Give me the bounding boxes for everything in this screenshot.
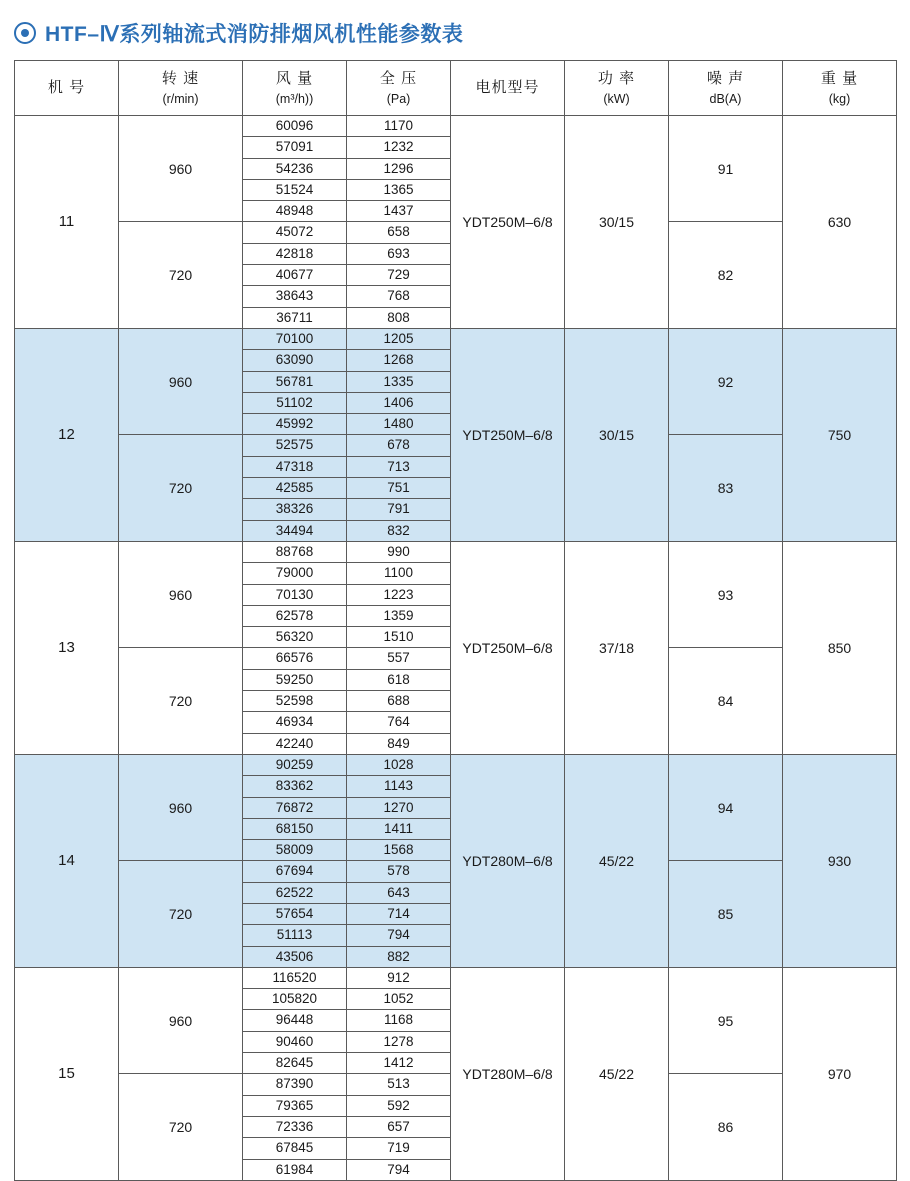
cell-flow: 67694: [243, 861, 347, 882]
cell-flow: 42818: [243, 243, 347, 264]
cell-flow: 68150: [243, 818, 347, 839]
cell-pressure: 1168: [347, 1010, 451, 1031]
cell-rpm: 960: [119, 116, 243, 222]
cell-model-no: 15: [15, 967, 119, 1180]
cell-flow: 34494: [243, 520, 347, 541]
cell-pressure: 592: [347, 1095, 451, 1116]
cell-power: 37/18: [565, 541, 669, 754]
cell-motor-model: YDT280M–6/8: [451, 967, 565, 1180]
cell-pressure: 1296: [347, 158, 451, 179]
cell-rpm: 960: [119, 967, 243, 1073]
cell-flow: 45072: [243, 222, 347, 243]
table-body: [15, 116, 897, 1181]
cell-weight: 750: [783, 328, 897, 541]
cell-flow: 57091: [243, 137, 347, 158]
cell-rpm: 720: [119, 222, 243, 328]
cell-pressure: 1268: [347, 350, 451, 371]
cell-rpm: 720: [119, 435, 243, 541]
cell-pressure: 1406: [347, 392, 451, 413]
cell-weight: 630: [783, 116, 897, 329]
cell-pressure: 618: [347, 669, 451, 690]
col-header-model-no: 机 号: [15, 61, 119, 116]
cell-flow: 79365: [243, 1095, 347, 1116]
cell-pressure: 849: [347, 733, 451, 754]
cell-pressure: 1232: [347, 137, 451, 158]
cell-pressure: 719: [347, 1138, 451, 1159]
cell-pressure: 1411: [347, 818, 451, 839]
cell-weight: 850: [783, 541, 897, 754]
cell-weight: 930: [783, 754, 897, 967]
page-title: [0, 0, 910, 60]
cell-pressure: 557: [347, 648, 451, 669]
cell-flow: 57654: [243, 903, 347, 924]
col-header-weight: 重 量 (kg): [783, 61, 897, 116]
fan-performance-table: [14, 60, 897, 1181]
cell-flow: 62522: [243, 882, 347, 903]
cell-flow: 54236: [243, 158, 347, 179]
cell-flow: 56781: [243, 371, 347, 392]
table-row: [15, 967, 897, 988]
cell-pressure: 768: [347, 286, 451, 307]
cell-pressure: 643: [347, 882, 451, 903]
cell-model-no: 13: [15, 541, 119, 754]
cell-flow: 90460: [243, 1031, 347, 1052]
table-row: [15, 116, 897, 137]
cell-flow: 38326: [243, 499, 347, 520]
cell-pressure: 714: [347, 903, 451, 924]
cell-flow: 62578: [243, 605, 347, 626]
cell-flow: 72336: [243, 1116, 347, 1137]
cell-flow: 90259: [243, 754, 347, 775]
table-row: [15, 541, 897, 562]
cell-flow: 45992: [243, 414, 347, 435]
cell-flow: 38643: [243, 286, 347, 307]
cell-flow: 52575: [243, 435, 347, 456]
cell-noise: 94: [669, 754, 783, 860]
cell-noise: 84: [669, 648, 783, 754]
cell-flow: 70100: [243, 328, 347, 349]
cell-rpm: 720: [119, 1074, 243, 1180]
cell-flow: 76872: [243, 797, 347, 818]
cell-pressure: 578: [347, 861, 451, 882]
cell-rpm: 960: [119, 754, 243, 860]
cell-pressure: 751: [347, 478, 451, 499]
cell-pressure: 1510: [347, 627, 451, 648]
cell-pressure: 794: [347, 925, 451, 946]
cell-pressure: 1170: [347, 116, 451, 137]
cell-flow: 88768: [243, 541, 347, 562]
cell-rpm: 720: [119, 861, 243, 967]
cell-flow: 116520: [243, 967, 347, 988]
cell-pressure: 794: [347, 1159, 451, 1180]
cell-model-no: 14: [15, 754, 119, 967]
cell-pressure: 1223: [347, 584, 451, 605]
cell-flow: 48948: [243, 201, 347, 222]
cell-pressure: 990: [347, 541, 451, 562]
cell-pressure: 729: [347, 265, 451, 286]
cell-flow: 87390: [243, 1074, 347, 1095]
cell-pressure: 513: [347, 1074, 451, 1095]
cell-power: 30/15: [565, 116, 669, 329]
cell-pressure: 791: [347, 499, 451, 520]
cell-power: 45/22: [565, 967, 669, 1180]
cell-pressure: 693: [347, 243, 451, 264]
cell-power: 30/15: [565, 328, 669, 541]
cell-flow: 42240: [243, 733, 347, 754]
cell-flow: 51113: [243, 925, 347, 946]
cell-pressure: 1028: [347, 754, 451, 775]
cell-flow: 96448: [243, 1010, 347, 1031]
cell-flow: 79000: [243, 563, 347, 584]
cell-pressure: 1568: [347, 840, 451, 861]
cell-flow: 58009: [243, 840, 347, 861]
cell-pressure: 1270: [347, 797, 451, 818]
cell-pressure: 1365: [347, 179, 451, 200]
cell-flow: 63090: [243, 350, 347, 371]
cell-weight: 970: [783, 967, 897, 1180]
cell-noise: 95: [669, 967, 783, 1073]
cell-rpm: 960: [119, 541, 243, 647]
table-row: [15, 754, 897, 775]
cell-flow: 40677: [243, 265, 347, 286]
cell-flow: 51102: [243, 392, 347, 413]
cell-pressure: 882: [347, 946, 451, 967]
cell-pressure: 912: [347, 967, 451, 988]
cell-noise: 86: [669, 1074, 783, 1180]
cell-flow: 51524: [243, 179, 347, 200]
cell-model-no: 11: [15, 116, 119, 329]
cell-pressure: 688: [347, 691, 451, 712]
cell-motor-model: YDT250M–6/8: [451, 328, 565, 541]
cell-noise: 93: [669, 541, 783, 647]
cell-pressure: 1100: [347, 563, 451, 584]
cell-pressure: 1335: [347, 371, 451, 392]
cell-noise: 92: [669, 328, 783, 434]
spec-table-container: [0, 60, 910, 1181]
cell-pressure: 713: [347, 456, 451, 477]
col-header-flow: 风 量 (m³/h)): [243, 61, 347, 116]
cell-flow: 43506: [243, 946, 347, 967]
cell-flow: 56320: [243, 627, 347, 648]
cell-pressure: 1052: [347, 989, 451, 1010]
cell-model-no: 12: [15, 328, 119, 541]
cell-flow: 59250: [243, 669, 347, 690]
table-header-row: [15, 61, 897, 116]
cell-noise: 82: [669, 222, 783, 328]
cell-flow: 105820: [243, 989, 347, 1010]
cell-flow: 70130: [243, 584, 347, 605]
cell-pressure: 678: [347, 435, 451, 456]
cell-noise: 91: [669, 116, 783, 222]
cell-pressure: 832: [347, 520, 451, 541]
cell-power: 45/22: [565, 754, 669, 967]
cell-flow: 61984: [243, 1159, 347, 1180]
col-header-motor-model: 电机型号: [451, 61, 565, 116]
cell-flow: 82645: [243, 1053, 347, 1074]
table-header: [15, 61, 897, 116]
target-circle-icon: [14, 22, 36, 44]
cell-flow: 83362: [243, 776, 347, 797]
cell-noise: 83: [669, 435, 783, 541]
cell-pressure: 1359: [347, 605, 451, 626]
cell-flow: 46934: [243, 712, 347, 733]
cell-motor-model: YDT250M–6/8: [451, 116, 565, 329]
cell-rpm: 960: [119, 328, 243, 434]
cell-flow: 52598: [243, 691, 347, 712]
col-header-pressure: 全 压 (Pa): [347, 61, 451, 116]
col-header-power: 功 率 (kW): [565, 61, 669, 116]
cell-pressure: 1412: [347, 1053, 451, 1074]
cell-motor-model: YDT250M–6/8: [451, 541, 565, 754]
col-header-rpm: 转 速 (r/min): [119, 61, 243, 116]
cell-pressure: 764: [347, 712, 451, 733]
cell-noise: 85: [669, 861, 783, 967]
cell-flow: 47318: [243, 456, 347, 477]
cell-rpm: 720: [119, 648, 243, 754]
cell-flow: 60096: [243, 116, 347, 137]
page-title-text: HTF–Ⅳ系列轴流式消防排烟风机性能参数表: [45, 23, 464, 46]
cell-flow: 67845: [243, 1138, 347, 1159]
cell-pressure: 1437: [347, 201, 451, 222]
cell-pressure: 658: [347, 222, 451, 243]
cell-motor-model: YDT280M–6/8: [451, 754, 565, 967]
cell-pressure: 1143: [347, 776, 451, 797]
cell-pressure: 657: [347, 1116, 451, 1137]
col-header-noise: 噪 声 dB(A): [669, 61, 783, 116]
cell-pressure: 1480: [347, 414, 451, 435]
cell-flow: 66576: [243, 648, 347, 669]
cell-flow: 42585: [243, 478, 347, 499]
cell-flow: 36711: [243, 307, 347, 328]
cell-pressure: 1278: [347, 1031, 451, 1052]
table-row: [15, 328, 897, 349]
cell-pressure: 1205: [347, 328, 451, 349]
cell-pressure: 808: [347, 307, 451, 328]
